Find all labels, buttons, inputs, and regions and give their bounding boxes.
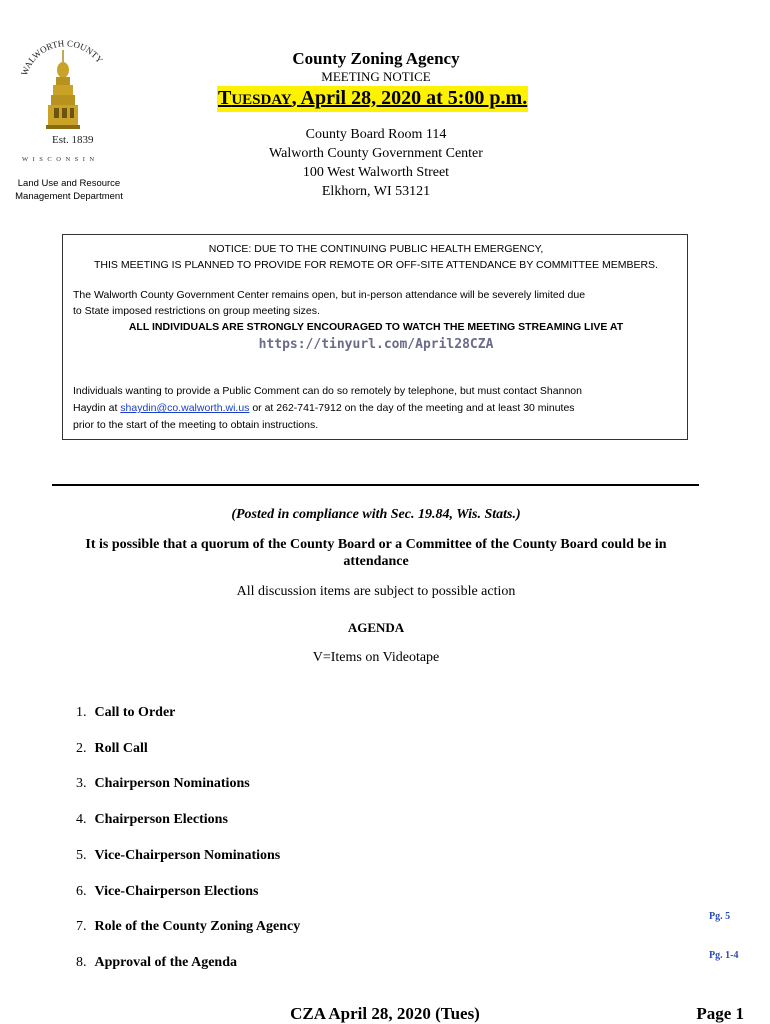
quorum-notice: attendance — [343, 554, 409, 569]
agenda-item — [76, 917, 300, 935]
comment-text: Haydin at — [73, 402, 121, 414]
agenda-item — [76, 953, 237, 971]
agenda-item — [76, 739, 148, 757]
agenda-item — [76, 846, 280, 864]
agenda-item — [76, 810, 228, 828]
agenda-number: 4. — [76, 812, 87, 827]
agenda-item — [76, 703, 175, 721]
videotape-note: V=Items on Videotape — [312, 650, 440, 665]
stream-link[interactable]: https://tinyurl.com/April28CZA — [258, 337, 494, 352]
address-line: 100 West Walworth Street — [302, 165, 450, 180]
action-note: All discussion items are subject to possible action — [236, 584, 516, 599]
agenda-label: Role of the County Zoning Agency — [94, 919, 301, 934]
logo-est: Est. 1839 — [52, 134, 94, 146]
divider — [52, 484, 699, 486]
public-comment-paragraph: prior to the start of the meeting to obtain instructions. — [73, 419, 319, 431]
agenda-label: Approval of the Agenda — [94, 955, 237, 970]
date-tail: , April 28, 2020 at 5:00 p.m. — [291, 87, 528, 109]
address-line: Elkhorn, WI 53121 — [321, 184, 431, 199]
public-comment-paragraph — [73, 401, 575, 416]
page-number: Page 1 — [696, 1004, 744, 1023]
department-line: Land Use and Resource — [17, 178, 121, 189]
page-reference: Pg. 5 — [709, 911, 731, 922]
meeting-date — [217, 86, 528, 112]
notice-paragraph: The Walworth County Government Center remains open, but in-person attendance will be severely limited due — [73, 289, 586, 301]
department-line: Management Department — [15, 191, 123, 202]
email-link[interactable]: shaydin@co.walworth.wi.us — [120, 402, 250, 414]
agenda-label: Vice-Chairperson Elections — [94, 884, 259, 899]
agenda-number: 8. — [76, 955, 87, 970]
stream-encouragement: ALL INDIVIDUALS ARE STRONGLY ENCOURAGED TO WATCH THE MEETING STREAMING LIVE AT — [128, 321, 624, 333]
address-line: Walworth County Government Center — [269, 146, 483, 161]
agenda-heading: AGENDA — [347, 620, 405, 635]
logo-arc-text: WALWORTH COUNTY — [19, 40, 105, 77]
agenda-number: 7. — [76, 919, 87, 934]
agency-title: County Zoning Agency — [292, 49, 460, 68]
agenda-label: Call to Order — [94, 705, 176, 720]
agenda-number: 1. — [76, 705, 87, 720]
agenda-item — [76, 882, 258, 900]
posted-compliance: (Posted in compliance with Sec. 19.84, Wis. Stats.) — [231, 507, 521, 522]
agenda-label: Chairperson Elections — [94, 812, 228, 827]
address-line: County Board Room 114 — [305, 127, 447, 142]
quorum-notice: It is possible that a quorum of the County Board or a Committee of the County Board could be in — [85, 537, 667, 552]
notice-line-2: THIS MEETING IS PLANNED TO PROVIDE FOR REMOTE OR OFF-SITE ATTENDANCE BY COMMITTEE MEMBERS. — [94, 259, 658, 271]
footer-meeting-label: CZA April 28, 2020 (Tues) — [290, 1004, 480, 1023]
notice-paragraph: to State imposed restrictions on group meeting sizes. — [73, 305, 320, 317]
agenda-label: Chairperson Nominations — [94, 776, 250, 791]
agenda-number: 2. — [76, 741, 87, 756]
agenda-label: Vice-Chairperson Nominations — [94, 848, 281, 863]
page-reference: Pg. 1-4 — [709, 950, 739, 961]
agenda-number: 6. — [76, 884, 87, 899]
notice-line-1: NOTICE: DUE TO THE CONTINUING PUBLIC HEALTH EMERGENCY, — [208, 243, 544, 255]
meeting-notice-label: MEETING NOTICE — [321, 69, 431, 84]
agenda-item — [76, 774, 250, 792]
date-first-letter: T — [218, 87, 232, 109]
agenda-number: 5. — [76, 848, 87, 863]
public-comment-paragraph: Individuals wanting to provide a Public Comment can do so remotely by telephone, but must contact Shannon — [73, 385, 582, 397]
date-weekday: UESDAY — [231, 92, 292, 108]
logo-state: WISCONSIN — [22, 156, 99, 163]
agenda-number: 3. — [76, 776, 87, 791]
notice-box — [62, 234, 688, 440]
comment-text: or at 262-741-7912 on the day of the meeting and at least 30 minutes — [249, 402, 575, 414]
agenda-label: Roll Call — [94, 741, 148, 756]
